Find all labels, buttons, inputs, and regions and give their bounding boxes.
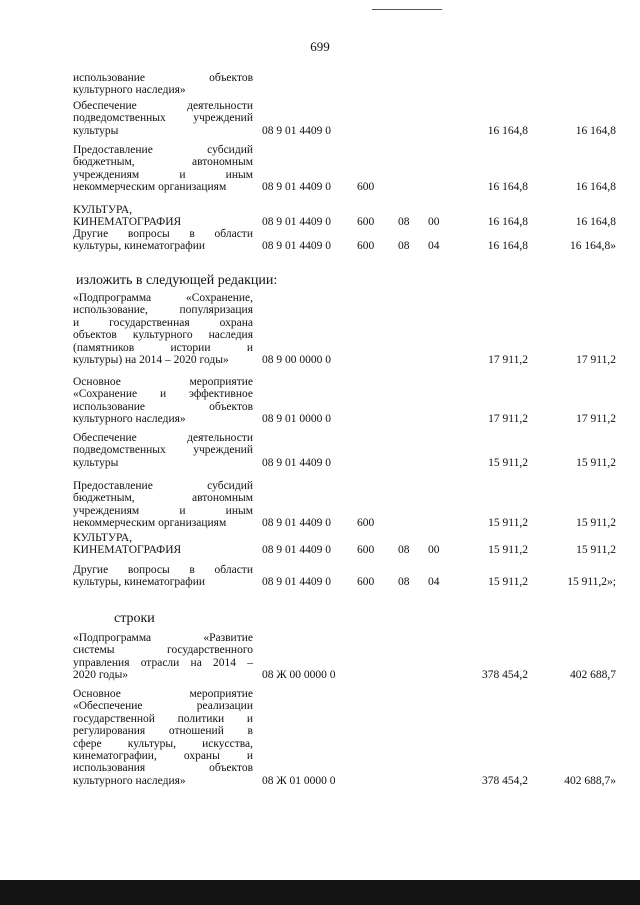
row-code: 08 9 01 0000 0	[262, 413, 331, 426]
row-code: 08 9 01 4409 0	[262, 124, 331, 137]
row-vr: 600	[357, 544, 375, 557]
row-name-line: культуры	[73, 456, 119, 469]
row-name-line: использование объектов	[73, 400, 253, 413]
scan-bottom-edge	[0, 880, 640, 905]
row-value-2019: 15 911,2	[488, 456, 528, 469]
row-name-line: системы государственного	[73, 644, 253, 657]
row-name-line: некоммерческим организациям	[73, 517, 227, 530]
row-name-line: Основное мероприятие	[73, 376, 253, 388]
row-name	[73, 480, 253, 530]
row-code: 08 9 01 4409 0	[262, 216, 331, 229]
row-name-line: «Подпрограмма «Развитие	[73, 632, 253, 644]
row-name-line: использования объектов	[73, 762, 253, 775]
row-name	[73, 376, 253, 426]
row-name	[73, 564, 253, 589]
table-row	[0, 292, 640, 367]
row-name-line: «Обеспечение реализации	[73, 700, 253, 713]
row-name	[73, 532, 253, 557]
row-code: 08 Ж 01 0000 0	[262, 774, 336, 787]
row-name	[73, 632, 253, 682]
row-name-line: «Подпрограмма «Сохранение,	[73, 292, 253, 304]
row-value-2020: 16 164,8	[575, 181, 616, 194]
row-name-line: Обеспечение деятельности	[73, 100, 253, 112]
row-value-2020: 15 911,2	[576, 517, 616, 530]
row-name-line: культуры	[73, 124, 119, 137]
row-name-line: использование, популяризация	[73, 304, 253, 317]
row-code: 08 Ж 00 0000 0	[262, 669, 336, 682]
row-value-2020: 17 911,2	[576, 413, 616, 426]
row-value-2019: 16 164,8	[487, 216, 528, 229]
row-name-line: культурного наследия»	[73, 84, 186, 97]
row-code: 08 9 00 0000 0	[262, 354, 331, 366]
row-name-line: сфере культуры, искусства,	[73, 737, 253, 750]
heading-rows: строки	[114, 611, 155, 626]
table-row	[0, 144, 640, 194]
row-name	[73, 292, 253, 366]
row-value-2020: 17 911,2	[576, 354, 616, 366]
table-row	[0, 688, 640, 787]
row-value-2020: 15 911,2»;	[567, 576, 616, 589]
row-name-line: учреждениям и иным	[73, 168, 253, 181]
row-section: 08	[398, 576, 410, 589]
row-name-line: регулирования отношений в	[73, 725, 253, 738]
row-name-line: государственной политики и	[73, 712, 253, 725]
row-value-2019: 16 164,8	[487, 240, 528, 253]
row-code: 08 9 01 4409 0	[262, 181, 331, 194]
row-name-line: кинематографии, охраны и	[73, 750, 253, 763]
row-value-2019: 378 454,2	[482, 669, 528, 682]
table-row	[0, 564, 640, 589]
row-name-line: культурного наследия»	[73, 774, 186, 787]
row-name-line: бюджетным, автономным	[73, 156, 253, 169]
row-name-line: подведомственных учреждений	[73, 444, 253, 457]
row-value-2020: 16 164,8	[575, 216, 616, 229]
row-code: 08 9 01 4409 0	[262, 456, 331, 469]
row-subsection: 00	[428, 216, 440, 229]
table-row	[0, 432, 640, 469]
row-value-2020: 15 911,2	[576, 544, 616, 557]
row-name-line: культурного наследия»	[73, 413, 186, 426]
row-value-2019: 15 911,2	[488, 517, 528, 530]
page-number: 699	[310, 39, 330, 54]
row-code: 08 9 01 4409 0	[262, 517, 331, 530]
row-value-2019: 378 454,2	[482, 774, 528, 787]
row-value-2019: 17 911,2	[488, 354, 528, 366]
row-name-line: объектов культурного наследия	[73, 329, 253, 342]
row-name-line: культуры, кинематографии	[73, 240, 206, 253]
row-value-2019: 16 164,8	[487, 181, 528, 194]
row-name	[73, 100, 253, 137]
row-section: 08	[398, 240, 410, 253]
table-row	[0, 376, 640, 426]
row-vr: 600	[357, 517, 375, 530]
row-name-line: Обеспечение деятельности	[73, 432, 253, 444]
row-value-2020: 16 164,8	[575, 124, 616, 137]
row-subsection: 04	[428, 240, 440, 253]
row-name-line: КИНЕМАТОГРАФИЯ	[73, 544, 182, 557]
row-name-line: некоммерческим организациям	[73, 181, 227, 194]
row-name-line: 2020 годы»	[73, 669, 129, 682]
table-row	[0, 532, 640, 557]
table-row	[0, 480, 640, 530]
row-code: 08 9 01 4409 0	[262, 544, 331, 557]
row-name-line: Другие вопросы в области	[73, 228, 253, 240]
row-code: 08 9 01 4409 0	[262, 576, 331, 589]
row-value-2019: 15 911,2	[488, 576, 528, 589]
row-subsection: 00	[428, 544, 440, 557]
row-name	[73, 144, 253, 194]
row-subsection: 04	[428, 576, 440, 589]
row-name	[73, 72, 253, 97]
row-value-2019: 15 911,2	[488, 544, 528, 557]
row-name-line: Предоставление субсидий	[73, 144, 253, 156]
row-name-line: Предоставление субсидий	[73, 480, 253, 492]
row-section: 08	[398, 216, 410, 229]
row-name-line: КИНЕМАТОГРАФИЯ	[73, 216, 182, 229]
row-vr: 600	[357, 240, 375, 253]
row-value-2020: 402 688,7	[570, 669, 616, 682]
row-section: 08	[398, 544, 410, 557]
row-name-line: (памятников истории и	[73, 341, 253, 354]
row-value-2020: 402 688,7»	[564, 774, 616, 787]
row-name-line: учреждениям и иным	[73, 504, 253, 517]
row-name	[73, 228, 253, 253]
table-row	[0, 72, 640, 97]
row-name-line: подведомственных учреждений	[73, 112, 253, 125]
row-code: 08 9 01 4409 0	[262, 240, 331, 253]
row-name-line: управления отрасли на 2014 –	[73, 656, 253, 669]
row-vr: 600	[357, 216, 375, 229]
row-name-line: Основное мероприятие	[73, 688, 253, 700]
row-name-line: использование объектов	[73, 72, 253, 84]
row-name-line: Другие вопросы в области	[73, 564, 253, 576]
table-row	[0, 100, 640, 137]
row-value-2020: 16 164,8»	[570, 240, 616, 253]
row-name-line: КУЛЬТУРА,	[73, 532, 133, 544]
table-row	[0, 204, 640, 229]
row-name	[73, 432, 253, 469]
heading-new-edition: изложить в следующей редакции:	[76, 273, 278, 288]
row-vr: 600	[357, 576, 375, 589]
row-name	[73, 688, 253, 787]
row-name-line: КУЛЬТУРА,	[73, 204, 133, 216]
row-name-line: и государственная охрана	[73, 316, 253, 329]
table-row	[0, 228, 640, 253]
row-name	[73, 204, 253, 229]
row-value-2020: 15 911,2	[576, 456, 616, 469]
scan-mark	[372, 9, 442, 10]
row-name-line: культуры) на 2014 – 2020 годы»	[73, 354, 229, 367]
row-value-2019: 16 164,8	[487, 124, 528, 137]
table-row	[0, 632, 640, 682]
row-name-line: культуры, кинематографии	[73, 576, 206, 589]
row-value-2019: 17 911,2	[488, 413, 528, 426]
row-name-line: бюджетным, автономным	[73, 492, 253, 505]
row-name-line: «Сохранение и эффективное	[73, 388, 253, 401]
row-vr: 600	[357, 181, 375, 194]
